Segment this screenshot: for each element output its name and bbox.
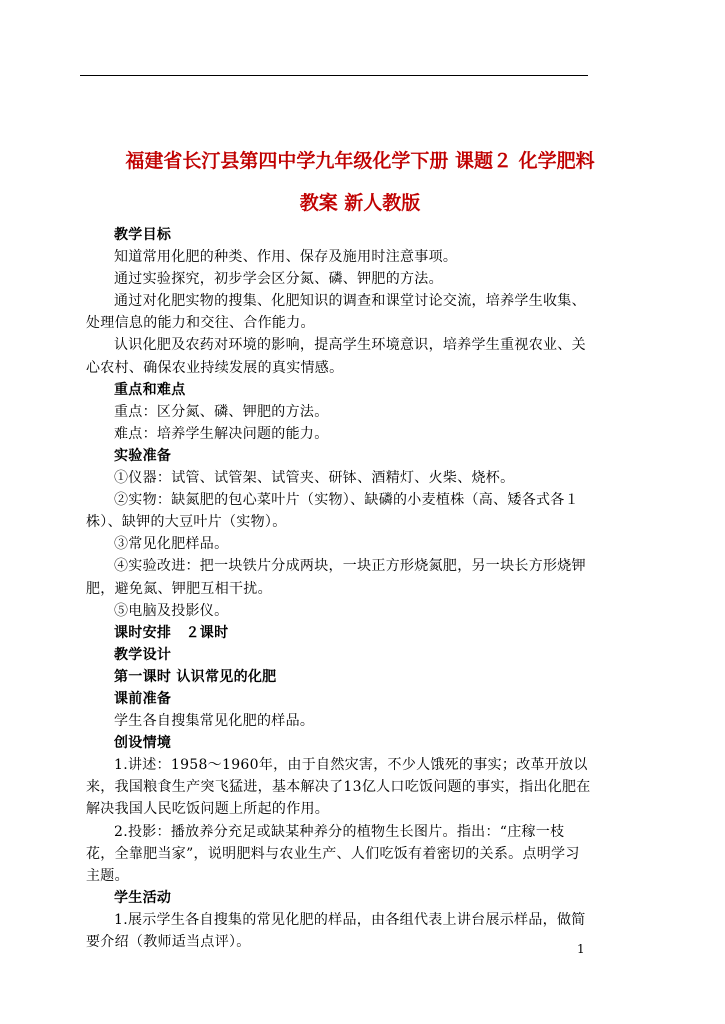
section-heading: 重点和难点 <box>114 381 186 398</box>
paragraph: 通过对化肥实物的搜集、化肥知识的调查和课堂讨论交流，培养学生收集、处理信息的能力和交往、合作能力。 <box>86 293 586 332</box>
section-heading: 课时安排 ２课时 <box>114 624 229 641</box>
paragraph: 学生各自搜集常见化肥的样品。 <box>114 713 315 730</box>
page-number: 1 <box>577 942 585 956</box>
section-heading: 实验准备 <box>114 447 172 464</box>
paragraph: 难点：培养学生解决问题的能力。 <box>114 425 329 442</box>
document-title-line-2: 教案 新人教版 <box>299 192 421 214</box>
paragraph: ①仪器：试管、试管架、试管夹、研钵、酒精灯、火柴、烧杯。 <box>114 470 515 487</box>
document-body <box>86 224 592 953</box>
section-heading: 学生活动 <box>114 889 172 906</box>
section-heading: 课前准备 <box>114 690 172 707</box>
section-heading: 教学目标 <box>114 227 172 243</box>
section-heading: 创设情境 <box>114 735 172 752</box>
paragraph: 通过实验探究，初步学会区分氮、磷、钾肥的方法。 <box>114 271 443 288</box>
section-heading: 第一课时 认识常见的化肥 <box>114 668 277 685</box>
paragraph: ④实验改进：把一块铁片分成两块，一块正方形烧氮肥，另一块长方形烧钾肥，避免氮、钾肥互相干扰。 <box>86 558 586 597</box>
paragraph: ⑤电脑及投影仪。 <box>114 602 229 619</box>
document-title-line-1: 福建省长汀县第四中学九年级化学下册 课题２ 化学肥料 <box>125 150 595 172</box>
paragraph: 2.投影：播放养分充足或缺某种养分的植物生长图片。指出：“庄稼一枝花，全靠肥当家”，说明肥料与农业生产、人们吃饭有着密切的关系。点明学习主题。 <box>86 823 580 884</box>
paragraph: 认识化肥及农药对环境的影响，提高学生环境意识，培养学生重视农业、关心农村、确保农业持续发展的真实情感。 <box>86 337 586 376</box>
section-heading: 教学设计 <box>114 646 172 663</box>
paragraph: 知道常用化肥的种类、作用、保存及施用时注意事项。 <box>114 249 458 266</box>
paragraph: 重点：区分氮、磷、钾肥的方法。 <box>114 403 329 420</box>
paragraph: 1.讲述：1958～1960年，由于自然灾害，不少人饿死的事实；改革开放以来，我国粮食生产突飞猛进，基本解决了13亿人口吃饭问题的事实，指出化肥在解决我国人民吃饭问题上所起的作用。 <box>86 757 591 818</box>
paragraph: ③常见化肥样品。 <box>114 536 229 553</box>
paragraph: ②实物：缺氮肥的包心菜叶片（实物）、缺磷的小麦植株（高、矮各式各１株）、缺钾的大豆叶片（实物）。 <box>86 492 579 531</box>
header-rule <box>80 75 588 76</box>
paragraph: 1.展示学生各自搜集的常见化肥的样品，由各组代表上讲台展示样品，做简要介绍（教师适当点评）。 <box>86 911 586 950</box>
